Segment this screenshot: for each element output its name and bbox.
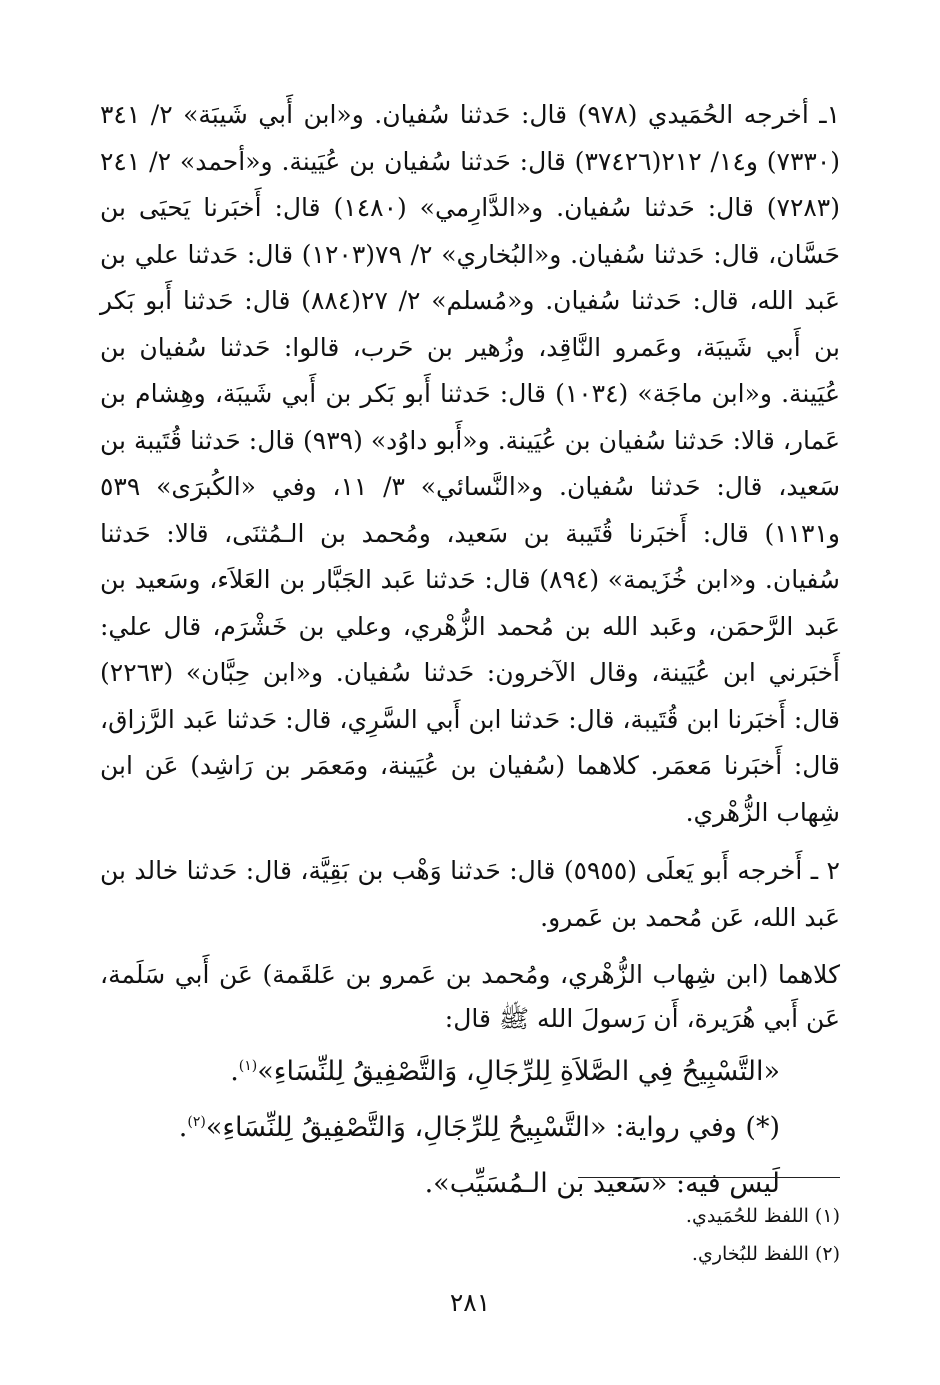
takhrij-paragraph-1: ١ـ أخرجه الحُمَيدي (٩٧٨) قال: حَدثنا سُفيان. و«ابن أَبي شَيبَة» ٢/ ٣٤١ (٧٣٣٠) و١٤/ ٢١٢(٣٧٤٢٦) قال: حَدثنا سُفيان بن عُيَينة. و«أحمد» ٢/ ٢٤١ (٧٢٨٣) قال: حَدثنا سُفيان. و«الدَّارِمي» (١٤٨٠) قال: أَخبَرنا يَحيَى بن حَسَّان، قال: حَدثنا سُفيان. و«البُخاري» ٢/ ٧٩(١٢٠٣) قال: حَدثنا علي بن عَبد الله، قال: حَدثنا سُفيان. و«مُسلم» ٢/ ٢٧(٨٨٤) قال: حَدثنا أَبو بَكر بن أَبي شَيبَة، وعَمرو النَّاقِد، وزُهير بن حَرب، قالوا: حَدثنا سُفيان بن عُيَينة. و«ابن ماجَة» (١٠٣٤) قال: حَدثنا أَبو بَكر بن أَبي شَيبَة، وهِشام بن عَمار، قالا: حَدثنا سُفيان بن عُيَينة. و«أَبو داوُد» (٩٣٩) قال: حَدثنا قُتَيبة بن سَعيد، قال: حَدثنا سُفيان. و«النَّسائي» ٣/ ١١، وفي «الكُبرَى» ٥٣٩ و١١٣١) قال: أَخبَرنا قُتَيبة بن سَعيد، ومُحمد بن الـمُثنَى، قالا: حَدثنا سُفيان. و«ابن خُزَيمة» (٨٩٤) قال: حَدثنا عَبد الجَبَّار بن العَلاَء، وسَعيد بن عَبد الرَّحمَن، وعَبد الله بن مُحمد الزُّهْري، وعلي بن خَشْرَم، قال علي: أَخبَرني ابن عُيَينة، وقال الآخرون: حَدثنا سُفيان. و«ابن حِبَّان» (٢٢٦٣) قال: أَخبَرنا ابن قُتَيبة، قال: حَدثنا ابن أَبي السَّرِي، قال: حَدثنا عَبد الرَّزاق، قال: أَخبَرنا مَعمَر. كلاهما (سُفيان بن عُيَينة، ومَعمَر بن رَاشِد) عَن ابن شِهاب الزُّهْري.	[100, 100, 841, 827]
footnotes	[100, 1197, 840, 1273]
main-text	[100, 92, 840, 1209]
hadith-2-body: (*) وفي رواية: «التَّسْبِيحُ لِلرِّجَالِ، وَالتَّصْفِيقُ لِلنِّسَاءِ»	[205, 1112, 780, 1143]
hadith-2-end: .	[178, 1112, 188, 1143]
isnad-paragraph: كلاهما (ابن شِهاب الزُّهْري، ومُحمد بن عَمرو بن عَلقَمة) عَن أَبي سَلَمة، عَن أَبي هُرَيرة، أَن رَسولَ الله ﷺ قال:	[100, 960, 840, 1033]
takhrij-paragraph-2: ٢ ـ أَخرجه أَبو يَعلَى (٥٩٥٥) قال: حَدثنا وَهْب بن بَقِيَّة، قال: حَدثنا خالد بن عَبد الله، عَن مُحمد بن عَمرو.	[100, 856, 840, 932]
hadith-text-2	[100, 1103, 780, 1153]
hadith-text-1	[100, 1047, 780, 1097]
hadith-1-end: .	[230, 1056, 239, 1087]
footnote-separator	[578, 1177, 840, 1178]
page-number: ٢٨١	[449, 1288, 491, 1317]
footnote-2: (٢) اللفظ للبُخاري.	[691, 1243, 840, 1265]
footnote-ref-1: (١)	[238, 1058, 258, 1074]
footnote-1: (١) اللفظ للحُمَيدي.	[685, 1205, 840, 1227]
narration-note: لَيس فيه: «سَعيد بن الـمُسَيِّب».	[424, 1168, 780, 1199]
hadith-1-body: «التَّسْبِيحُ فِي الصَّلاَةِ لِلرِّجَالِ، وَالتَّصْفِيقُ لِلنِّسَاءِ»	[257, 1056, 780, 1087]
footnote-ref-2: (٢)	[187, 1114, 206, 1130]
